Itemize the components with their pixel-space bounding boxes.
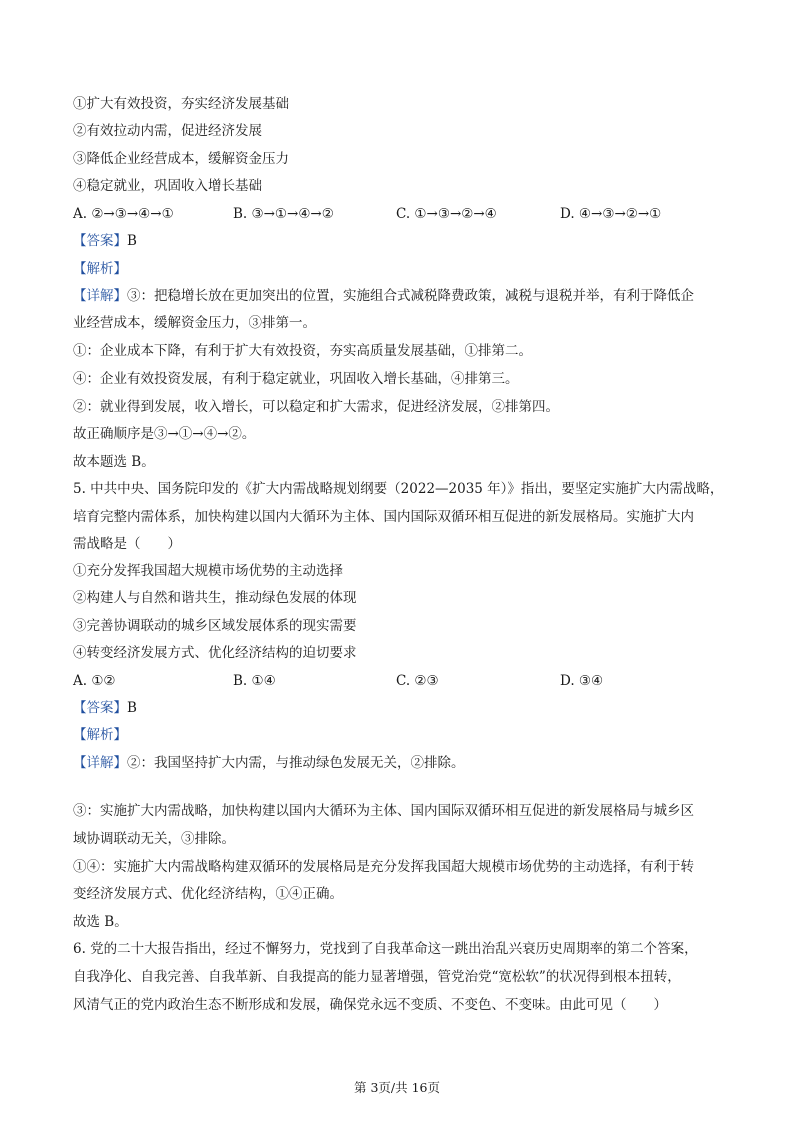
q4-detail-line-4: ④：企业有效投资发展，有利于稳定就业，巩固收入增长基础，④排第三。 (73, 371, 519, 387)
q5-analysis-tag: 【解析】 (73, 727, 127, 743)
q5-detail-line-6: 故选 B。 (73, 914, 128, 930)
q6-stem-line-1: 6. 党的二十大报告指出，经过不懈努力，党找到了自我革命这一跳出治乱兴衰历史周期率的第二个答案， (73, 941, 698, 957)
q4-analysis-tag: 【解析】 (73, 261, 127, 277)
q5-item-1: ①充分发挥我国超大规模市场优势的主动选择 (73, 563, 343, 579)
q5-option-a: A. ①② (73, 673, 116, 689)
q4-detail-line-5: ②：就业得到发展，收入增长，可以稳定和扩大需求，促进经济发展，②排第四。 (73, 399, 559, 415)
detail-tag: 【详解】 (73, 288, 127, 304)
q4-detail-line-1 (73, 287, 694, 305)
q5-item-3: ③完善协调联动的城乡区域发展体系的现实需要 (73, 618, 357, 634)
q5-option-b: B. ①④ (233, 673, 276, 689)
q4-option-d: D. ④→③→②→① (560, 206, 662, 222)
q6-stem-line-2: 自我净化、自我完善、自我革新、自我提高的能力显著增强，管党治党“宽松软”的状况得到根本扭转， (73, 969, 681, 985)
answer-tag: 【答案】 (73, 233, 127, 249)
q5-option-c: C. ②③ (396, 673, 439, 689)
q5-item-4: ④转变经济发展方式、优化经济结构的迫切要求 (73, 645, 357, 661)
q4-detail-line-3: ①：企业成本下降，有利于扩大有效投资，夯实高质量发展基础，①排第二。 (73, 343, 532, 359)
answer-tag: 【答案】 (73, 700, 127, 716)
q5-stem-line-3: 需战略是（ ） (73, 536, 181, 552)
q5-detail-line-5: 变经济发展方式、优化经济结构，①④正确。 (73, 886, 343, 902)
answer-value: B (127, 233, 137, 249)
q5-option-d: D. ③④ (560, 673, 604, 689)
q4-option-b: B. ③→①→④→② (233, 206, 334, 222)
q4-detail-line-6: 故正确顺序是③→①→④→②。 (73, 426, 256, 442)
q4-detail-line-2: 业经营成本，缓解资金压力，③排第一。 (73, 315, 316, 331)
q4-item-1: ①扩大有效投资，夯实经济发展基础 (73, 96, 289, 112)
q5-stem-line-2: 培育完整内需体系，加快构建以国内大循环为主体、国内国际双循环相互促进的新发展格局。实施扩大内 (73, 509, 694, 525)
q4-detail-line-7: 故本题选 B。 (73, 454, 155, 470)
q5-detail-line-3: 域协调联动无关，③排除。 (73, 831, 235, 847)
q5-answer (73, 699, 137, 717)
detail-text: ②：我国坚持扩大内需，与推动绿色发展无关，②排除。 (127, 755, 465, 771)
q4-item-2: ②有效拉动内需，促进经济发展 (73, 123, 262, 139)
page-footer: 第 3页/共 16页 (353, 1080, 441, 1095)
q5-detail-line-1 (73, 754, 465, 772)
q5-item-2: ②构建人与自然和谐共生，推动绿色发展的体现 (73, 590, 357, 606)
q5-detail-line-2: ③：实施扩大内需战略，加快构建以国内大循环为主体、国内国际双循环相互促进的新发展格局与城乡区 (73, 803, 694, 819)
detail-text: ③：把稳增长放在更加突出的位置，实施组合式减税降费政策，减税与退税并举，有利于降低企 (127, 288, 694, 304)
q4-option-a: A. ②→③→④→① (73, 206, 174, 222)
q4-item-3: ③降低企业经营成本，缓解资金压力 (73, 151, 289, 167)
q4-answer (73, 232, 137, 250)
answer-value: B (127, 700, 137, 716)
q4-item-4: ④稳定就业，巩固收入增长基础 (73, 178, 262, 194)
q6-stem-line-3: 风清气正的党内政治生态不断形成和发展，确保党永远不变质、不变色、不变味。由此可见（ ） (73, 997, 667, 1013)
q5-detail-line-4: ①④：实施扩大内需战略构建双循环的发展格局是充分发挥我国超大规模市场优势的主动选择，有利于转 (73, 859, 694, 875)
q5-stem-line-1: 5. 中共中央、国务院印发的《扩大内需战略规划纲要（2022—2035 年）》指出，要坚定实施扩大内需战略， (73, 481, 724, 497)
detail-tag: 【详解】 (73, 755, 127, 771)
q4-option-c: C. ①→③→②→④ (396, 206, 497, 222)
